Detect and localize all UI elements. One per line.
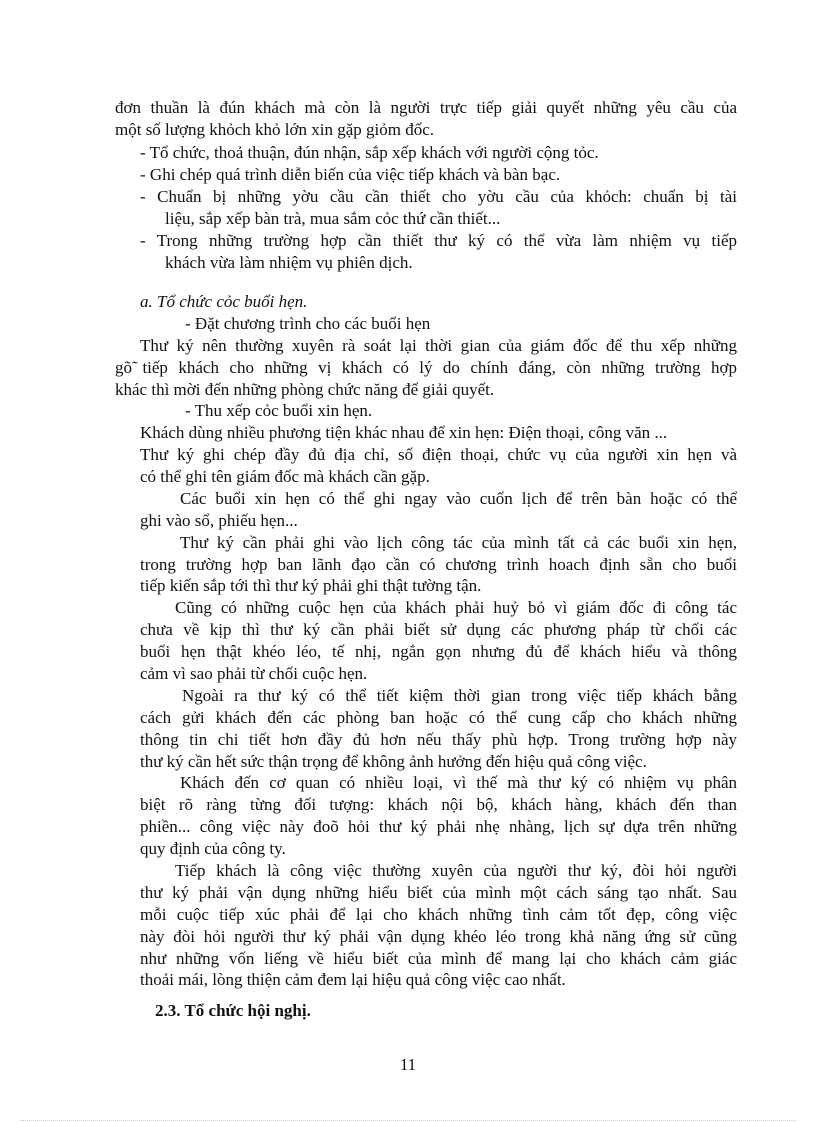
text-line: biệt rõ ràng từng đối tượng: khách nội bộ, khách hàng, khách đến than (140, 795, 737, 814)
section-heading: 2.3. Tổ chức hội nghị. (155, 1001, 311, 1020)
text-line: Thư ký nên thường xuyên rà soát lại thời gian của giám đốc để thu xếp những (140, 336, 737, 355)
text-line: Khách dùng nhiều phương tiện khác nhau để xin hẹn: Điện thoại, công văn ... (140, 423, 668, 442)
list-item: - Chuẩn bị những yờu cầu cần thiết cho yờu cầu của khỏch: chuẩn bị tài (140, 187, 737, 206)
text-line: mỗi cuộc tiếp xúc phải để lại cho khách những tình cảm tốt đẹp, công việc (140, 905, 737, 924)
text-line: này đòi hỏi người thư ký phải vận dụng khéo léo trong khả năng ứng sử cũng (140, 927, 737, 946)
list-item: - Ghi chép quá trình diễn biến của việc tiếp khách và bàn bạc. (140, 165, 561, 184)
page-number: 11 (399, 1055, 417, 1074)
text-line: Tiếp khách là công việc thường xuyên của người thư ký, đòi hỏi người (175, 861, 737, 880)
text-line: thông tin chi tiết hơn đầy đủ hơn nếu thấy phù hợp. Trong trường hợp này (140, 730, 737, 749)
list-item: - Tổ chức, thoả thuận, đún nhận, sắp xếp khách với người cộng tỏc. (140, 143, 599, 162)
text-line: Thư ký cần phải ghi vào lịch công tác của mình tất cả các buổi xin hẹn, (180, 533, 737, 552)
text-line: liệu, sắp xếp bàn trà, mua sắm cỏc thứ cần thiết... (165, 209, 501, 228)
text-line: cảm vì sao phải từ chối cuộc hẹn. (140, 664, 368, 683)
text-line: chưa về kịp thì thư ký cần phải biết sử dụng các phương pháp từ chối các (140, 620, 737, 639)
text-line: Các buổi xin hẹn có thể ghi ngay vào cuốn lịch để trên bàn hoặc có thể (180, 489, 737, 508)
text-line: buổi hẹn thật khéo léo, tế nhị, ngắn gọn nhưng đủ để khách hiểu và thông (140, 642, 737, 661)
text-line: thư ký cần hết sức thận trọng để không ảnh hưởng đến hiệu quả công việc. (140, 752, 647, 771)
text-line: phiền... công việc này đoõ hỏi thư ký phải nhẹ nhàng, lịch sự dựa trên những (140, 817, 737, 836)
text-line: cách gửi khách đến các phòng ban hoặc có thể cung cấp cho khách những (140, 708, 737, 727)
text-line: quy định của công ty. (140, 839, 286, 858)
text-line: thoải mái, lòng thiện cảm đem lại hiệu quả công việc cao nhất. (140, 970, 566, 989)
text-line: gõ̃ tiếp khách cho những vị khách có lý do chính đáng, còn những trường hợp (115, 358, 737, 377)
list-item: - Thu xếp cỏc buổi xin hẹn. (185, 401, 373, 420)
text-line: thư ký phải vận dụng những hiểu biết của mình một cách sáng tạo nhất. Sau (140, 883, 737, 902)
text-line: tiếp kiến sắp tới thì thư ký phải ghi thật tường tận. (140, 576, 482, 595)
text-line: một số lượng khỏch khỏ lớn xin gặp giỏm đốc. (115, 120, 435, 139)
footer-divider (20, 1120, 796, 1121)
subsection-heading: a. Tổ chức cỏc buổi hẹn. (140, 292, 308, 311)
text-line: khách vừa làm nhiệm vụ phiên dịch. (165, 253, 413, 272)
text-line: ghi vào sổ, phiếu hẹn... (140, 511, 298, 530)
text-line: đơn thuần là đún khách mà còn là người trực tiếp giải quyết những yêu cầu của (115, 98, 737, 117)
text-line: có thể ghi tên giám đốc mà khách cần gặp. (140, 467, 430, 486)
text-line: như những vốn liếng về hiểu biết của mình để mang lại cho khách cảm giác (140, 949, 737, 968)
text-line: khác thì mời đến những phòng chức năng để giải quyết. (115, 380, 495, 399)
text-line: Khách đến cơ quan có nhiều loại, vì thế mà thư ký có nhiệm vụ phân (180, 773, 737, 792)
list-item: - Trong những trường hợp cần thiết thư ký có thể vừa làm nhiệm vụ tiếp (140, 231, 737, 250)
text-line: Ngoài ra thư ký có thể tiết kiệm thời gian trong việc tiếp khách bằng (182, 686, 737, 705)
text-line: Cũng có những cuộc hẹn của khách phải huỷ bỏ vì giám đốc đi công tác (175, 598, 737, 617)
text-line: Thư ký ghi chép đầy đủ địa chỉ, số điện thoại, chức vụ của người xin hẹn và (140, 445, 737, 464)
list-item: - Đặt chương trình cho các buổi hẹn (185, 314, 431, 333)
text-line: trong trường hợp ban lãnh đạo cần có chương trình hoach định sẵn cho buổi (140, 555, 737, 574)
